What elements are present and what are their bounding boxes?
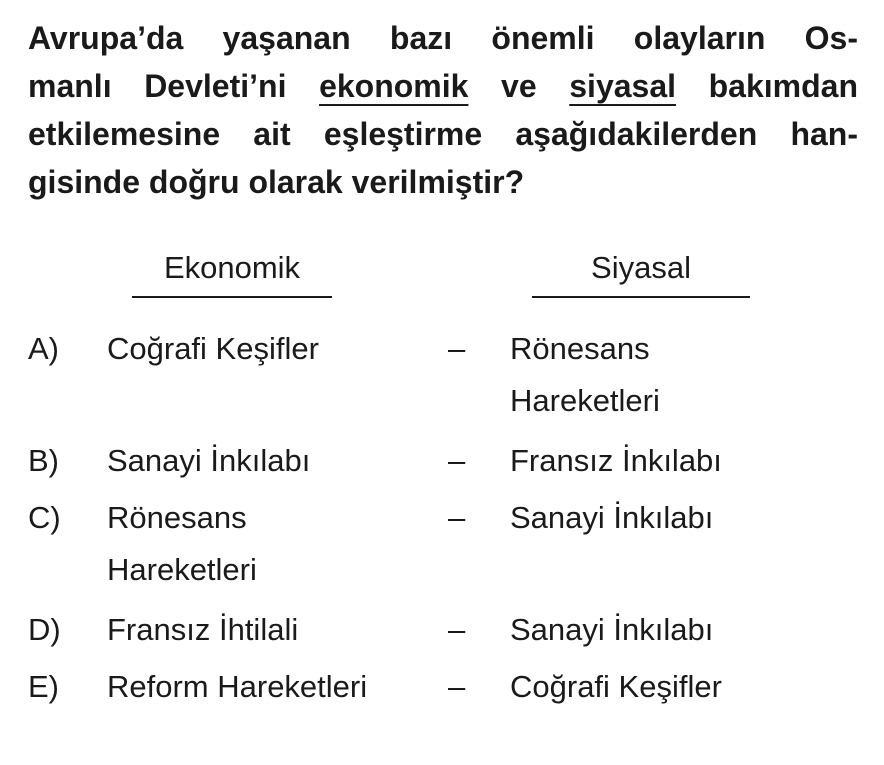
option-political: Fransız İnkılabı [510, 443, 722, 478]
column-header-rule [532, 296, 750, 298]
option-dash: – [448, 612, 466, 647]
option-political: Rönesans Hareketleri [510, 331, 660, 418]
option-dash: – [448, 331, 466, 366]
option-political: Sanayi İnkılabı [510, 612, 714, 647]
question-text: bakımdan [676, 68, 858, 104]
option-economic: Fransız İhtilali [107, 612, 299, 647]
option-dash: – [448, 669, 466, 704]
question-text: manlı Devleti’ni [28, 68, 320, 104]
option-dash: – [448, 500, 466, 535]
option-economic: Coğrafi Keşifler [107, 331, 319, 366]
option-economic: Rönesans Hareketleri [107, 500, 257, 587]
column-header-economic [132, 246, 332, 298]
question-stem [28, 14, 858, 206]
column-header-political-label: Siyasal [591, 250, 691, 285]
column-header-economic-label: Ekonomik [163, 250, 301, 285]
question-line-2 [28, 62, 858, 110]
underlined-economic: ekonomik [319, 68, 469, 104]
option-economic: Reform Hareketleri [107, 669, 368, 704]
option-political: Sanayi İnkılabı [510, 500, 714, 535]
option-dash: – [448, 443, 466, 478]
question-line-3: etkilemesine ait eşleştirme aşağıdakilerden han- [28, 116, 858, 152]
underlined-political: siyasal [569, 68, 677, 104]
option-letter: E) [28, 669, 59, 704]
column-header-rule [132, 296, 332, 298]
question-text: ve [468, 68, 570, 104]
option-letter: C) [28, 500, 61, 535]
option-economic: Sanayi İnkılabı [107, 443, 311, 478]
option-letter: A) [28, 331, 59, 366]
column-header-political [532, 246, 750, 298]
option-letter: B) [28, 443, 59, 478]
question-line-4: gisinde doğru olarak verilmiştir? [28, 164, 525, 200]
question-line-1: Avrupa’da yaşanan bazı önemli olayların Os- [28, 20, 858, 56]
option-political: Coğrafi Keşifler [510, 669, 722, 704]
option-letter: D) [28, 612, 61, 647]
